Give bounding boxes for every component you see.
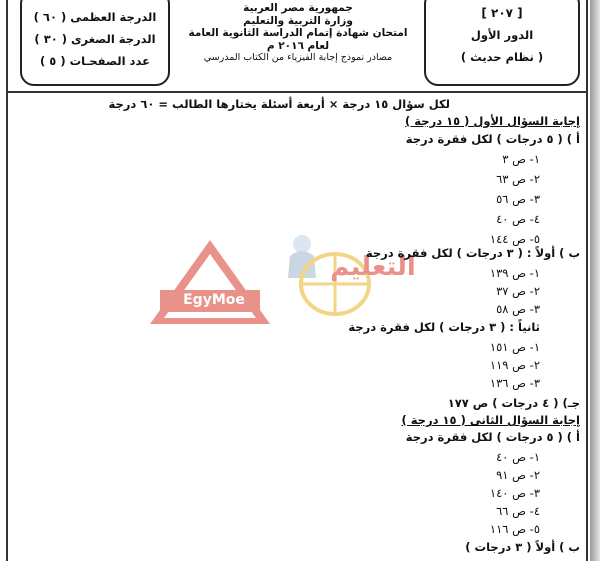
list-item: ٢- ص ١١٩ — [489, 358, 540, 372]
max-grade: الدرجة العظمى ( ٦٠ ) — [33, 10, 157, 24]
exam-title-block — [176, 2, 420, 65]
q1-title: إجابة السؤال الأول ( ١٥ درجة ) — [405, 114, 580, 128]
exam-code-box — [424, 0, 580, 86]
country-name: جمهورية مصر العربية — [243, 2, 353, 14]
list-item: ٢- ص ٣٧ — [496, 284, 540, 298]
page-count: عدد الصفحـات ( ٥ ) — [40, 54, 150, 68]
ministry-name: وزارة التربية والتعليم — [243, 14, 353, 27]
list-item: ٥- ص ١٤٤ — [489, 232, 540, 246]
exam-subject-source: مصادر نموذج إجابة الفيزياء من الكتاب المدرسي — [203, 52, 393, 63]
scan-edge-shadow — [590, 0, 600, 561]
watermark-logo-text: EgyMoe — [183, 292, 245, 308]
grading-intro: لكل سؤال ١٥ درجة × أربعة أسئلة يختارها الطالب = ٦٠ درجة — [108, 97, 450, 111]
q2-title: إجابة السؤال الثانى ( ١٥ درجة ) — [401, 413, 580, 427]
list-item: ١- ص ٤٠ — [496, 450, 540, 464]
list-item: ٤- ص ٦٦ — [496, 504, 540, 518]
list-item: ٣- ص ٥٦ — [496, 192, 540, 206]
list-item: ١- ص ٣ — [502, 152, 540, 166]
q1-part-b2-heading: ثانياً : ( ٣ درجات ) لكل فقرة درجة — [348, 320, 540, 334]
exam-round: الدور الأول — [470, 28, 534, 42]
exam-system: ( نظام حديث ) — [460, 50, 544, 64]
list-item: ٢- ص ٦٣ — [496, 172, 540, 186]
list-item: ٣- ص ٥٨ — [496, 302, 540, 316]
list-item: ٤- ص ٤٠ — [496, 212, 540, 226]
exam-code: [ ٢٠٧ ] — [481, 6, 523, 20]
watermark-brand-text: التعليم — [330, 252, 416, 282]
list-item: ٢- ص ٩١ — [496, 468, 540, 482]
q1-part-a-heading: أ ) ( ٥ درجات ) لكل فقرة درجة — [405, 132, 580, 146]
exam-title: امتحان شهادة إتمام الدراسة الثانوية العامة — [188, 27, 408, 39]
list-item: ١- ص ١٥١ — [489, 340, 540, 354]
q1-part-b1-heading: ب ) أولاً : ( ٣ درجات ) لكل فقرة درجة — [365, 246, 580, 260]
q2-part-a-heading: أ ) ( ٥ درجات ) لكل فقرة درجة — [405, 430, 580, 444]
list-item: ٣- ص ١٤٠ — [489, 486, 540, 500]
list-item: ٥- ص ١١٦ — [489, 522, 540, 536]
min-grade: الدرجة الصغرى ( ٣٠ ) — [34, 32, 156, 46]
list-item: ٣- ص ١٣٦ — [489, 376, 540, 390]
q2-part-b-heading: ب ) أولاً ( ٣ درجات ) — [465, 540, 580, 554]
q1-part-c: جـ) ( ٤ درجات ) ص ١٧٧ — [447, 396, 580, 410]
grades-box — [20, 0, 170, 86]
exam-year: لعام ٢٠١٦ م — [266, 39, 330, 52]
exam-header — [6, 0, 588, 93]
list-item: ١- ص ١٣٩ — [489, 266, 540, 280]
